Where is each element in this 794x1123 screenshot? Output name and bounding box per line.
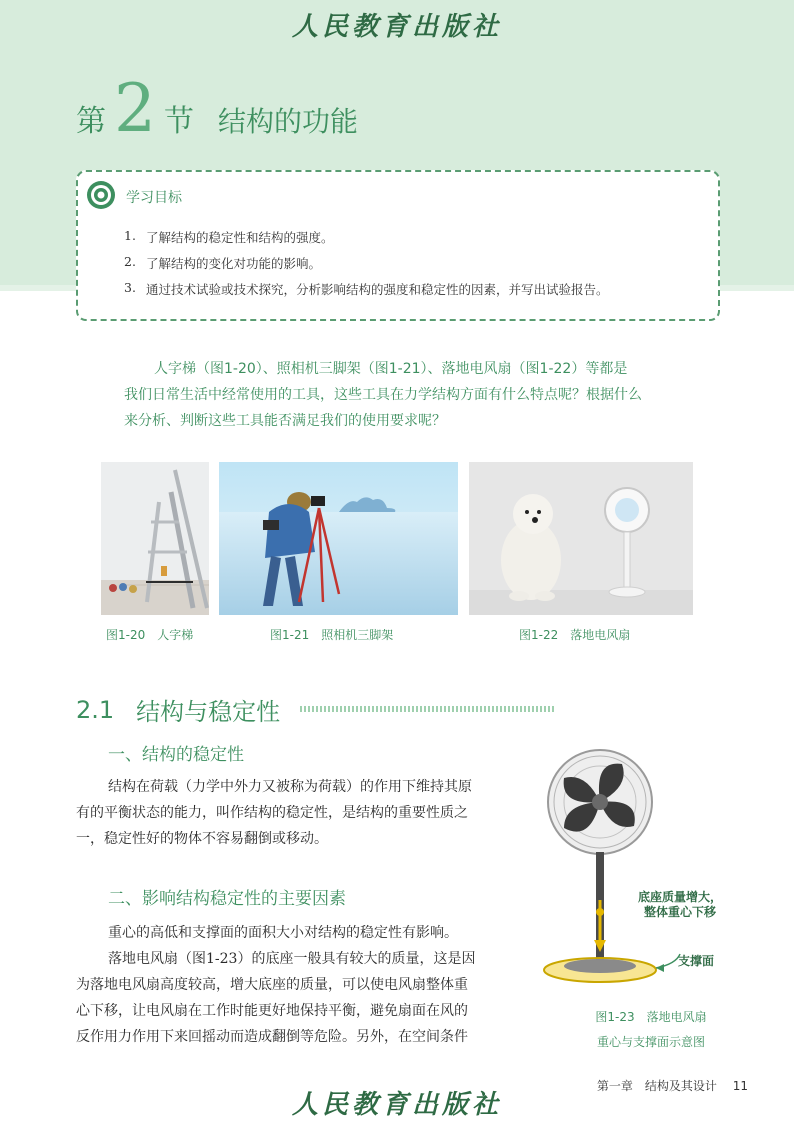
intro-paragraph-line2: 我们日常生活中经常使用的工具，这些工具在力学结构方面有什么特点呢？根据什么 <box>124 387 642 403</box>
paragraph-line: 一，稳定性好的物体不容易翻倒或移动。 <box>76 831 328 847</box>
paragraph-line: 心下移，让电风扇在工作时能更好地保持平衡，避免扇面在风的 <box>76 1003 468 1019</box>
figure-caption-sub: 重心与支撑面示意图 <box>596 1035 705 1049</box>
fan-dog-image <box>469 462 693 615</box>
subsection-number: 2.1 <box>76 695 115 724</box>
section-suffix: 节 <box>164 104 194 139</box>
target-icon <box>86 180 116 210</box>
publisher-logo-bottom: 人民教育出版社 <box>291 1090 502 1120</box>
section-number: 2 <box>114 70 156 147</box>
paragraph-line: 为落地电风扇高度较高，增大底座的质量，可以使电风扇整体重 <box>76 977 468 993</box>
support-plane-annotation: 支撑面 <box>678 954 715 968</box>
section-prefix: 第 <box>76 104 106 139</box>
paragraph-line: 落地电风扇（图1-23）的底座一般具有较大的质量，这是因 <box>108 951 476 967</box>
learning-goals-list <box>124 228 609 306</box>
ladder-image <box>101 462 209 615</box>
subsection-title: 结构与稳定性 <box>136 698 281 726</box>
paragraph-line: 重心的高低和支撑面的面积大小对结构的稳定性有影响。 <box>108 925 458 941</box>
ladder-photo <box>101 462 209 615</box>
list-item: 2. 了解结构的变化对功能的影响。 <box>124 254 322 271</box>
learning-goals-box <box>76 170 720 321</box>
heading-decoration <box>300 706 554 712</box>
fan-dog-photo <box>469 462 693 615</box>
section-name: 结构的功能 <box>218 105 359 138</box>
subsection-heading <box>76 692 280 727</box>
fan-diagram <box>538 740 748 1002</box>
learning-goals-title: 学习目标 <box>126 190 182 206</box>
section-title <box>76 70 358 147</box>
heading-factors: 二、影响结构稳定性的主要因素 <box>108 889 346 909</box>
heading-stability: 一、结构的稳定性 <box>108 745 244 765</box>
chapter-label: 第一章 结构及其设计 <box>596 1079 717 1093</box>
page-footer <box>597 1077 748 1094</box>
figure-caption: 图1-20 人字梯 <box>106 628 194 642</box>
intro-paragraph-line3: 来分析、判断这些工具能否满足我们的使用要求呢？ <box>124 413 446 429</box>
gravity-annotation: 底座质量增大， 整体重心下移 <box>637 890 722 919</box>
tripod-image <box>219 462 458 615</box>
standing-fan-image <box>538 740 748 1002</box>
paragraph-line: 反作用力作用下来回摇动而造成翻倒等危险。另外，在空间条件 <box>76 1029 468 1045</box>
publisher-logo-top: 人民教育出版社 <box>291 12 502 42</box>
paragraph-line: 结构在荷载（力学中外力又被称为荷载）的作用下维持其原 <box>108 779 472 795</box>
intro-paragraph-line1: 人字梯（图1-20）、照相机三脚架（图1-21）、落地电风扇（图1-22）等都是 <box>154 361 628 377</box>
paragraph-line: 有的平衡状态的能力，叫作结构的稳定性，是结构的重要性质之 <box>76 805 468 821</box>
figure-caption: 图1-21 照相机三脚架 <box>270 628 394 642</box>
figure-caption: 图1-22 落地电风扇 <box>519 628 631 642</box>
figure-caption: 图1-23 落地电风扇 <box>595 1010 707 1024</box>
page-number: 11 <box>732 1079 748 1093</box>
list-item: 3. 通过技术试验或技术探究，分析影响结构的强度和稳定性的因素，并写出试验报告。 <box>124 280 609 297</box>
tripod-photo <box>219 462 458 615</box>
list-item: 1. 了解结构的稳定性和结构的强度。 <box>124 228 334 245</box>
